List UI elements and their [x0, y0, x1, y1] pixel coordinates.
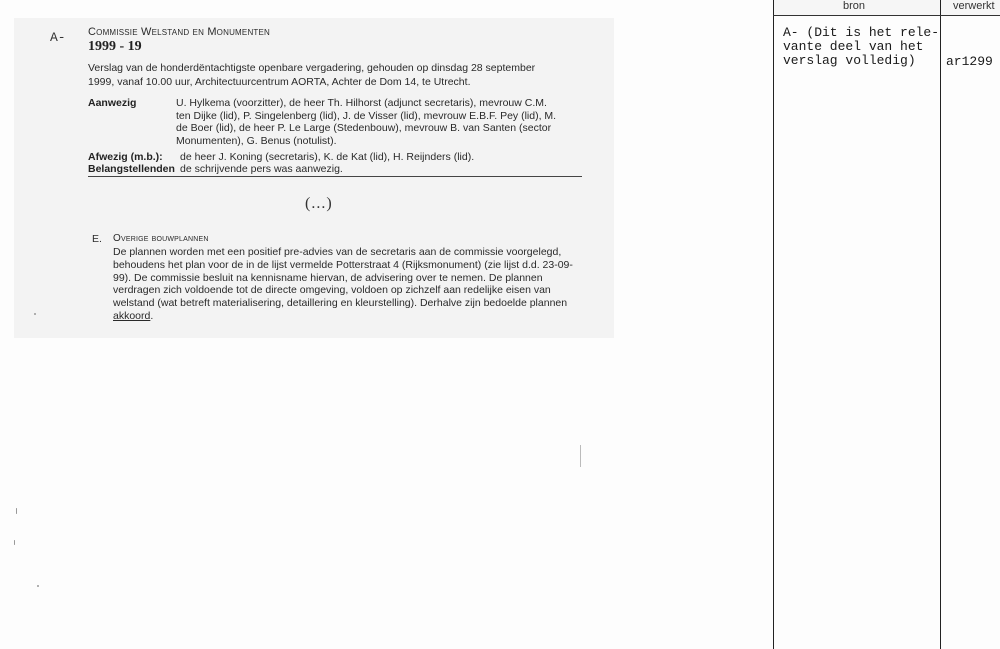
- scan-speck: [37, 585, 39, 587]
- ledger-reference-code: ar1299: [946, 54, 993, 69]
- ledger-divider-right: [940, 0, 941, 649]
- section-last-line: [113, 310, 583, 323]
- section-letter: E.: [92, 233, 102, 245]
- absent-label: Afwezig (m.b.):: [88, 151, 163, 163]
- scan-speck: [14, 540, 15, 545]
- absent-text: de heer J. Koning (secretaris), K. de Kat (lid), H. Reijnders (lid).: [180, 151, 475, 163]
- present-line: ten Dijke (lid), P. Singelenberg (lid), J. de Visser (lid), mevrouw E.B.F. Pey (lid), M.: [176, 109, 557, 122]
- interested-label: Belangstellenden: [88, 163, 175, 175]
- ledger-note-line: verslag volledig): [783, 53, 916, 68]
- section-line: welstand (wat betreft materialisering, detaillering en kleurstelling). Derhalve zijn bedoelde plannen: [113, 297, 568, 310]
- ledger-note-line: vante deel van het: [783, 39, 924, 54]
- scan-speck: [34, 313, 36, 315]
- scan-speck: [16, 508, 17, 514]
- present-line: Monumenten), G. Benus (notulist).: [176, 134, 337, 147]
- interested-text: de schrijvende pers was aanwezig.: [180, 163, 343, 175]
- organization-name: Commissie Welstand en Monumenten: [88, 26, 271, 38]
- present-line: U. Hylkema (voorzitter), de heer Th. Hilhorst (adjunct secretaris), mevrouw C.M.: [176, 97, 547, 109]
- last-punct: .: [150, 309, 154, 322]
- meeting-number: 1999 - 19: [88, 39, 142, 54]
- ledger-header-rule: [773, 15, 1000, 16]
- margin-mark: A-: [50, 30, 66, 45]
- ledger-note: [783, 26, 939, 68]
- ledger-note-line: A- (Dit is het rele-: [783, 25, 940, 40]
- section-line: 99). De commissie besluit na kennisname hiervan, de advisering over te nemen. De plannen: [113, 271, 543, 284]
- scan-mark: [580, 445, 581, 467]
- present-list: [176, 97, 586, 147]
- section-line: De plannen worden met een positief pre-advies van de secretaris aan de commissie voorgelegd,: [113, 246, 562, 258]
- omission-mark: (...): [305, 195, 333, 212]
- section-line: verdragen zich voldoende tot de directe omgeving, voldoen op zichzelf aan redelijke eisen van: [113, 284, 551, 297]
- intro-line: 1999, vanaf 10.00 uur, Architectuurcentrum AORTA, Achter de Dom 14, te Utrecht.: [88, 76, 471, 88]
- present-line: de Boer (lid), de heer P. Le Large (Stedenbouw), mevrouw B. van Santen (sector: [176, 122, 552, 135]
- source-column-header: bron: [843, 0, 866, 12]
- intro-paragraph: [88, 61, 568, 89]
- processed-column-header: verwerkt: [953, 0, 995, 12]
- section-body: [113, 246, 583, 323]
- header-rule: [88, 176, 582, 177]
- intro-line: Verslag van de honderdëntachtigste openbare vergadering, gehouden op dinsdag 28 september: [88, 62, 536, 74]
- section-title: Overige bouwplannen: [113, 233, 209, 244]
- present-label: Aanwezig: [88, 97, 137, 109]
- approved-word: akkoord: [113, 309, 151, 322]
- section-line: behoudens het plan voor de in de lijst vermelde Potterstraat 4 (Rijksmonument) (zie lijst d.d. 23-09-: [113, 258, 573, 271]
- ledger-divider-left: [773, 0, 774, 649]
